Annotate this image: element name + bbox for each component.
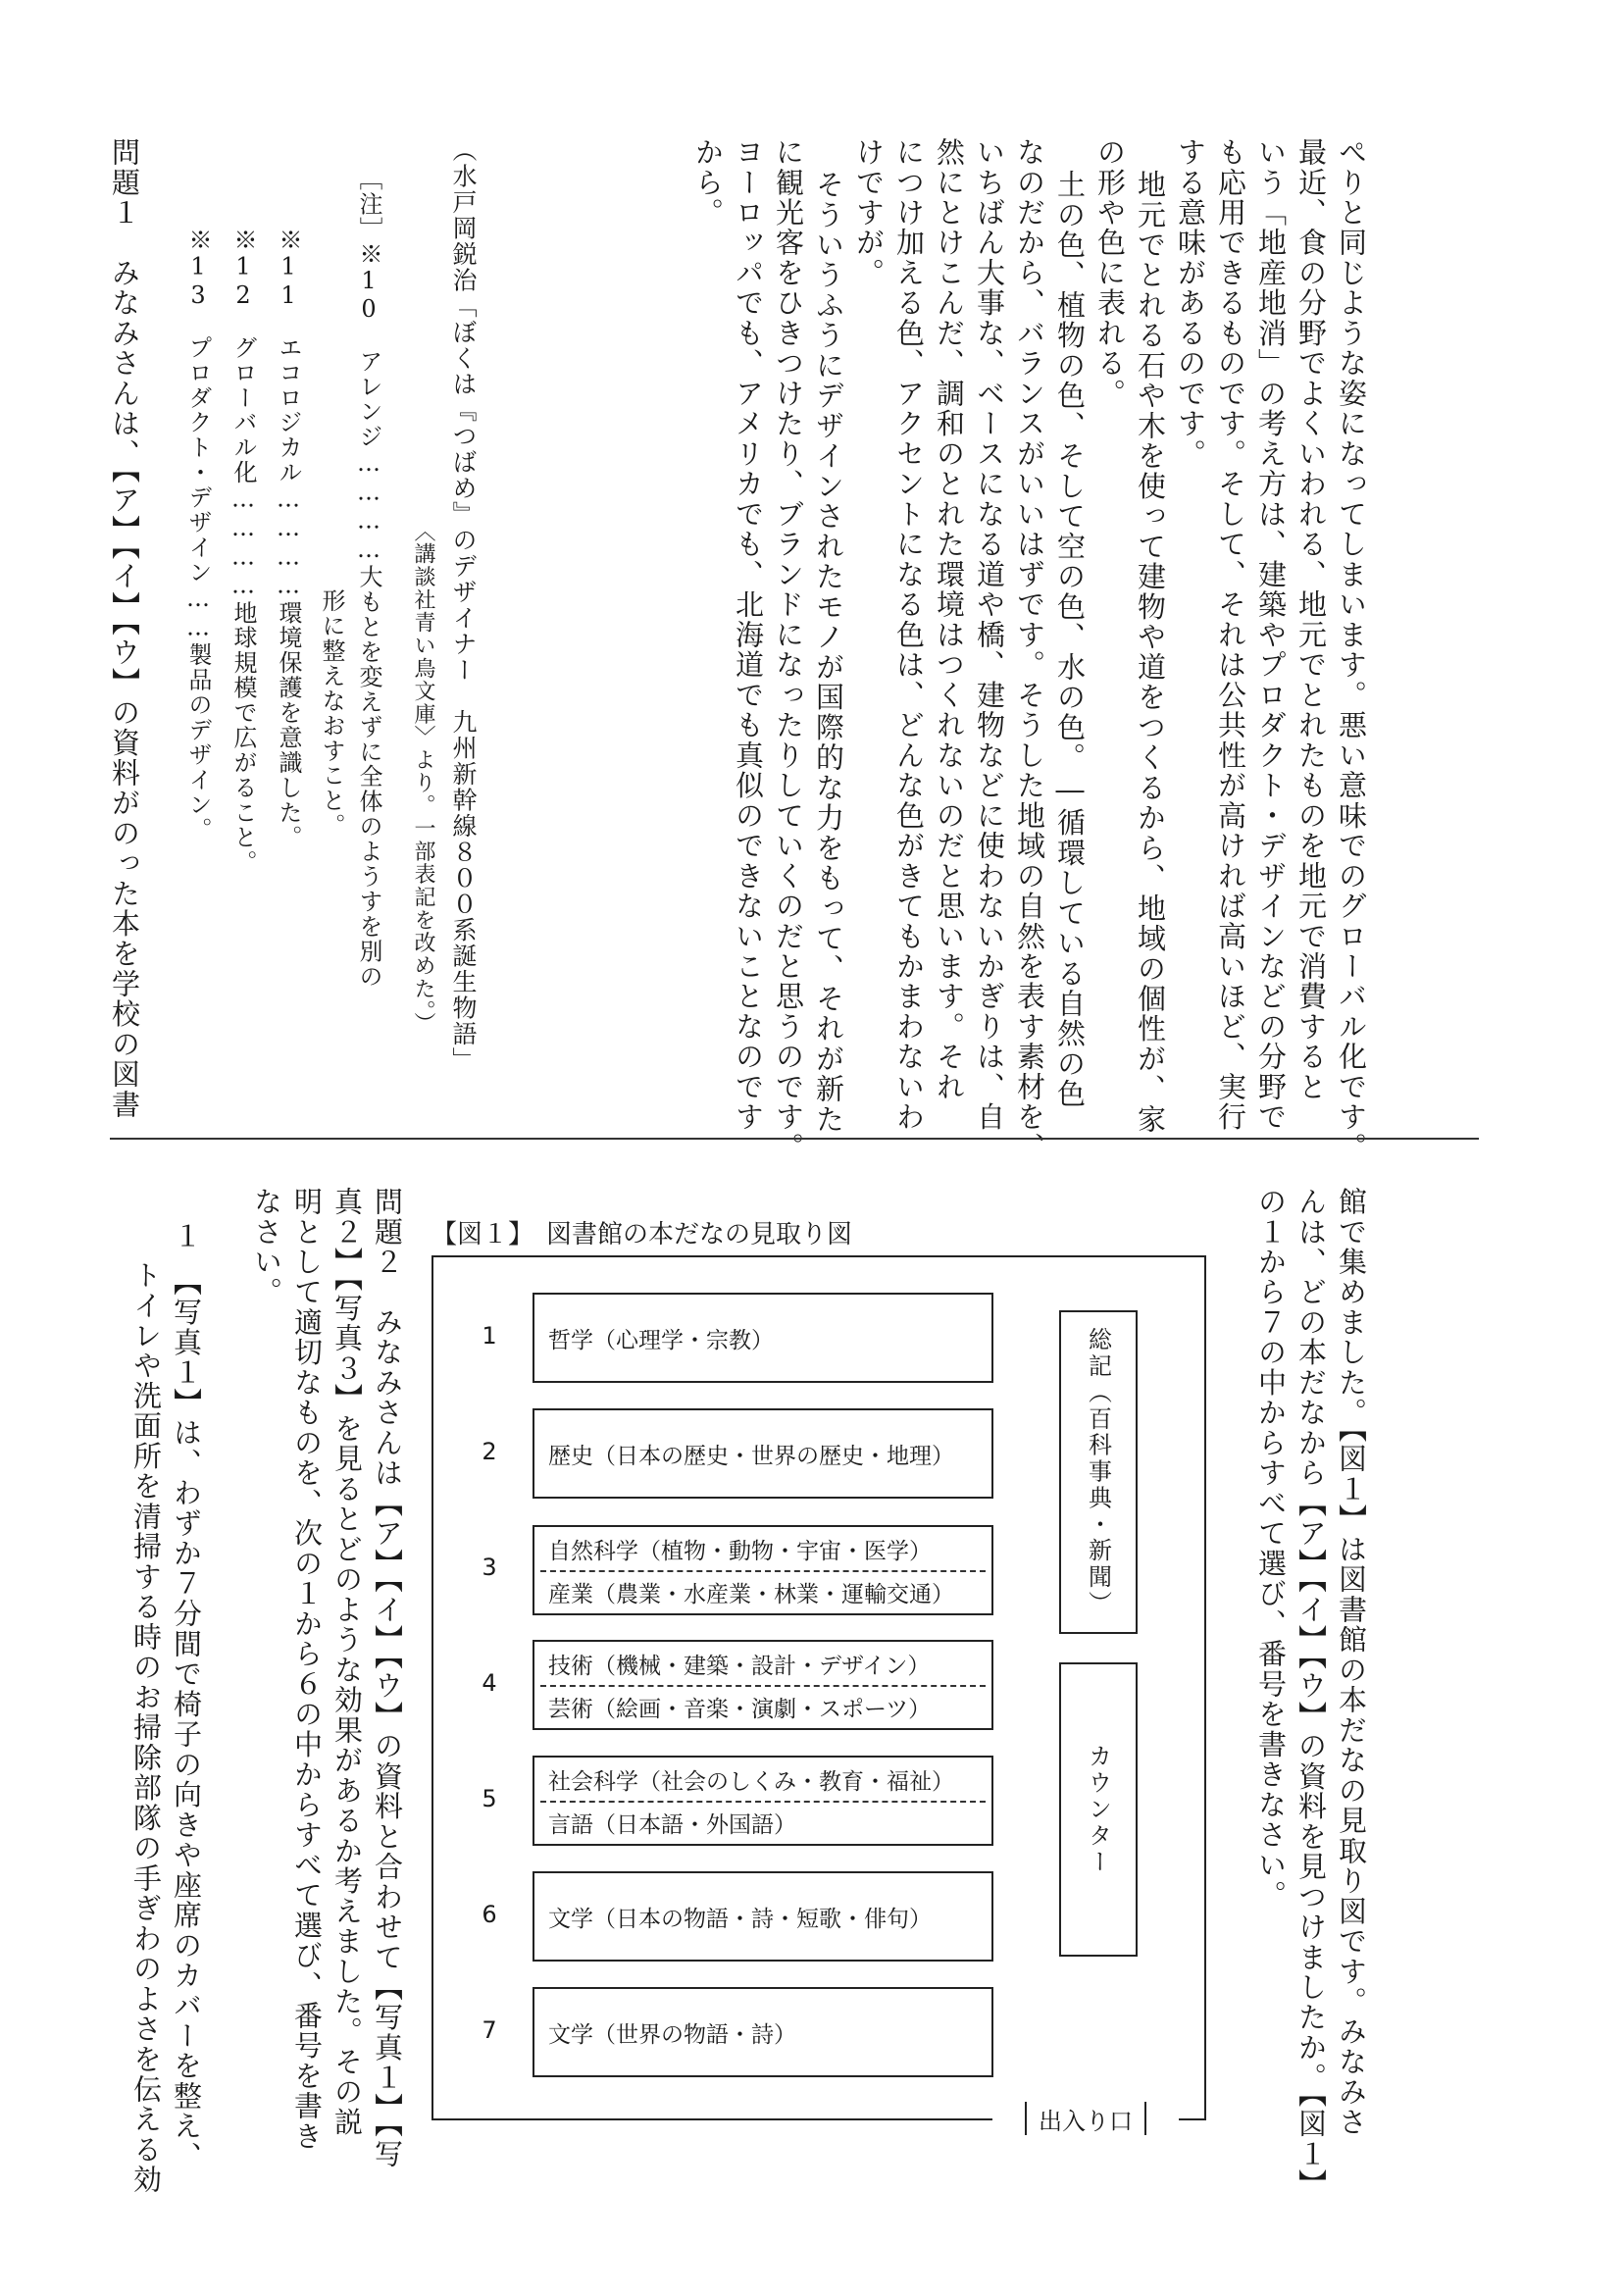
shelf-7 — [533, 1987, 993, 2077]
note-13: ※13 プロダクト・デザイン……製品のデザイン。 — [184, 228, 212, 842]
passage-line: につけ加える色、アクセントになる色は、どんな色がきてもかまわないわ — [892, 137, 926, 1133]
passage-line: する意味があるのです。 — [1174, 137, 1207, 470]
shelf-number: 4 — [482, 1669, 497, 1697]
passage-line: いう「地産地消」の考え方は、建築やプロダクト・デザインなどの分野で — [1254, 137, 1288, 1133]
passage-line: の形や色に表れる。 — [1093, 137, 1127, 409]
shelf-2 — [533, 1408, 993, 1499]
shelf-label: 技術（機械・建築・設計・デザイン） — [548, 1653, 931, 1679]
shelf-4 — [533, 1640, 993, 1730]
question-2-line: 明として適切なものを、次の１から６の中からすべて選び、番号を書き — [290, 1187, 324, 2152]
shelf-number: 3 — [482, 1554, 497, 1581]
reference-shelf-label: 総記（百科事典・新聞） — [1084, 1327, 1112, 1617]
shelf-label: 言語（日本語・外国語） — [548, 1811, 796, 1838]
shelf-1 — [533, 1293, 993, 1383]
note-12: ※12 グローバル化…………地球規模で広がること。 — [229, 228, 257, 875]
passage-line: ぺりと同じような姿になってしまいます。悪い意味でのグローバル化です。 — [1335, 137, 1368, 1163]
reference-shelf — [1059, 1310, 1138, 1634]
passage-line: いちばん大事な、ベースになる道や橋、建物などに使わないかぎりは、自 — [973, 137, 1006, 1133]
passage-line: に観光客をひきつけたり、ブランドになったりしていくのだと思うのです。 — [772, 137, 805, 1163]
source-publisher: 〈講談社青い鳥文庫〉より。一部表記を改めた。） — [411, 520, 435, 1036]
section-divider — [110, 1138, 1479, 1140]
choice-1-line: １ 【写真１】は、わずか７分間で椅子の向きや座席のカバーを整え、 — [170, 1221, 203, 2172]
note-11: ※11 エコロジカル…………環境保護を意識した。 — [275, 228, 302, 850]
shelf-5 — [533, 1756, 993, 1846]
passage-line: から。 — [691, 137, 725, 229]
passage-line: 土の色、植物の色、そして空の色、水の色。―循環している自然の色 — [1053, 170, 1087, 1109]
shelf-6 — [533, 1871, 993, 1962]
shelf-label: 文学（世界の物語・詩） — [548, 2021, 796, 2048]
note-10: ［注］※10 アレンジ…………大もとを変えずに全体のようすを別の — [355, 167, 382, 990]
shelf-label: 歴史（日本の歴史・世界の歴史・地理） — [548, 1443, 954, 1469]
entrance-label: 出入り口 — [1039, 2107, 1133, 2135]
choice-1-line: トイレや洗面所を清掃する時のお掃除部隊の手ぎわのよさを伝える効 — [129, 1260, 163, 2195]
shelf-label: 自然科学（植物・動物・宇宙・医学） — [548, 1538, 932, 1564]
passage-line: ヨーロッパでも、アメリカでも、北海道でも真似のできないことなのです — [732, 137, 765, 1133]
shelf-label: 文学（日本の物語・詩・短歌・俳句） — [548, 1906, 932, 1932]
passage-line: なのだから、バランスがいいはずです。そうした地域の自然を表す素材を、 — [1013, 137, 1046, 1163]
shelf-number: 5 — [482, 1785, 497, 1812]
entrance — [992, 2099, 1179, 2138]
note-10-cont: 形に整えなおすこと。 — [318, 588, 345, 839]
shelf-number: 2 — [482, 1438, 497, 1465]
counter-label: カウンター — [1084, 1743, 1112, 1876]
passage-line: そういうふうにデザインされたモノが国際的な力をもって、それが新た — [812, 170, 845, 1135]
question-2-line: 真２】【写真３】を見るとどのような効果があるか考えました。その説 — [330, 1187, 364, 2138]
shelf-number: 7 — [482, 2016, 497, 2044]
question-2-line: 問題２ みなみさんは【ア】【イ】【ウ】の資料と合わせて【写真１】【写 — [371, 1187, 404, 2169]
passage-line: 地元でとれる石や木を使って建物や道をつくるから、地域の個性が、家 — [1134, 170, 1167, 1135]
shelf-3 — [533, 1525, 993, 1615]
shelf-number: 1 — [482, 1322, 497, 1350]
shelf-number: 6 — [482, 1901, 497, 1928]
shelf-label: 哲学（心理学・宗教） — [548, 1327, 774, 1353]
passage-line: けですが。 — [852, 137, 886, 288]
question-1-line: 館で集めました。【図１】は図書館の本だなの見取り図です。みなみさ — [1335, 1187, 1368, 2138]
question-1-line: 問題１ みなみさんは、【ア】【イ】【ウ】の資料がのった本を学校の図書 — [108, 137, 141, 1120]
source-citation: （水戸岡鋭治「ぼくは『つばめ』のデザイナー 九州新幹線８００系誕生物語」 — [449, 137, 478, 1073]
passage-line: 最近、食の分野でよくいわれる、地元でとれたものを地元で消費すると — [1294, 137, 1328, 1102]
shelf-label: 産業（農業・水産業・林業・運輸交通） — [548, 1581, 954, 1607]
shelf-label: 芸術（絵画・音楽・演劇・スポーツ） — [548, 1696, 932, 1722]
shelf-label: 社会科学（社会のしくみ・教育・福祉） — [548, 1768, 954, 1795]
passage-line: 然にとけこんだ、調和のとれた環境はつくれないのだと思います。それ — [933, 137, 966, 1102]
figure-title: 【図１】 図書館の本だなの見取り図 — [431, 1220, 853, 1249]
counter — [1059, 1662, 1138, 1957]
entrance-left-mark — [1025, 2102, 1027, 2135]
entrance-right-mark — [1144, 2102, 1146, 2135]
question-2-line: なさい。 — [250, 1187, 283, 1307]
question-1-line: の１から７の中からすべて選び、番号を書きなさい。 — [1254, 1187, 1288, 1911]
passage-line: も応用できるものです。そして、それは公共性が高ければ高いほど、実行 — [1214, 137, 1247, 1133]
question-1-line: んは、どの本だなから【ア】【イ】【ウ】の資料を見つけましたか。【図１】 — [1294, 1187, 1328, 2200]
